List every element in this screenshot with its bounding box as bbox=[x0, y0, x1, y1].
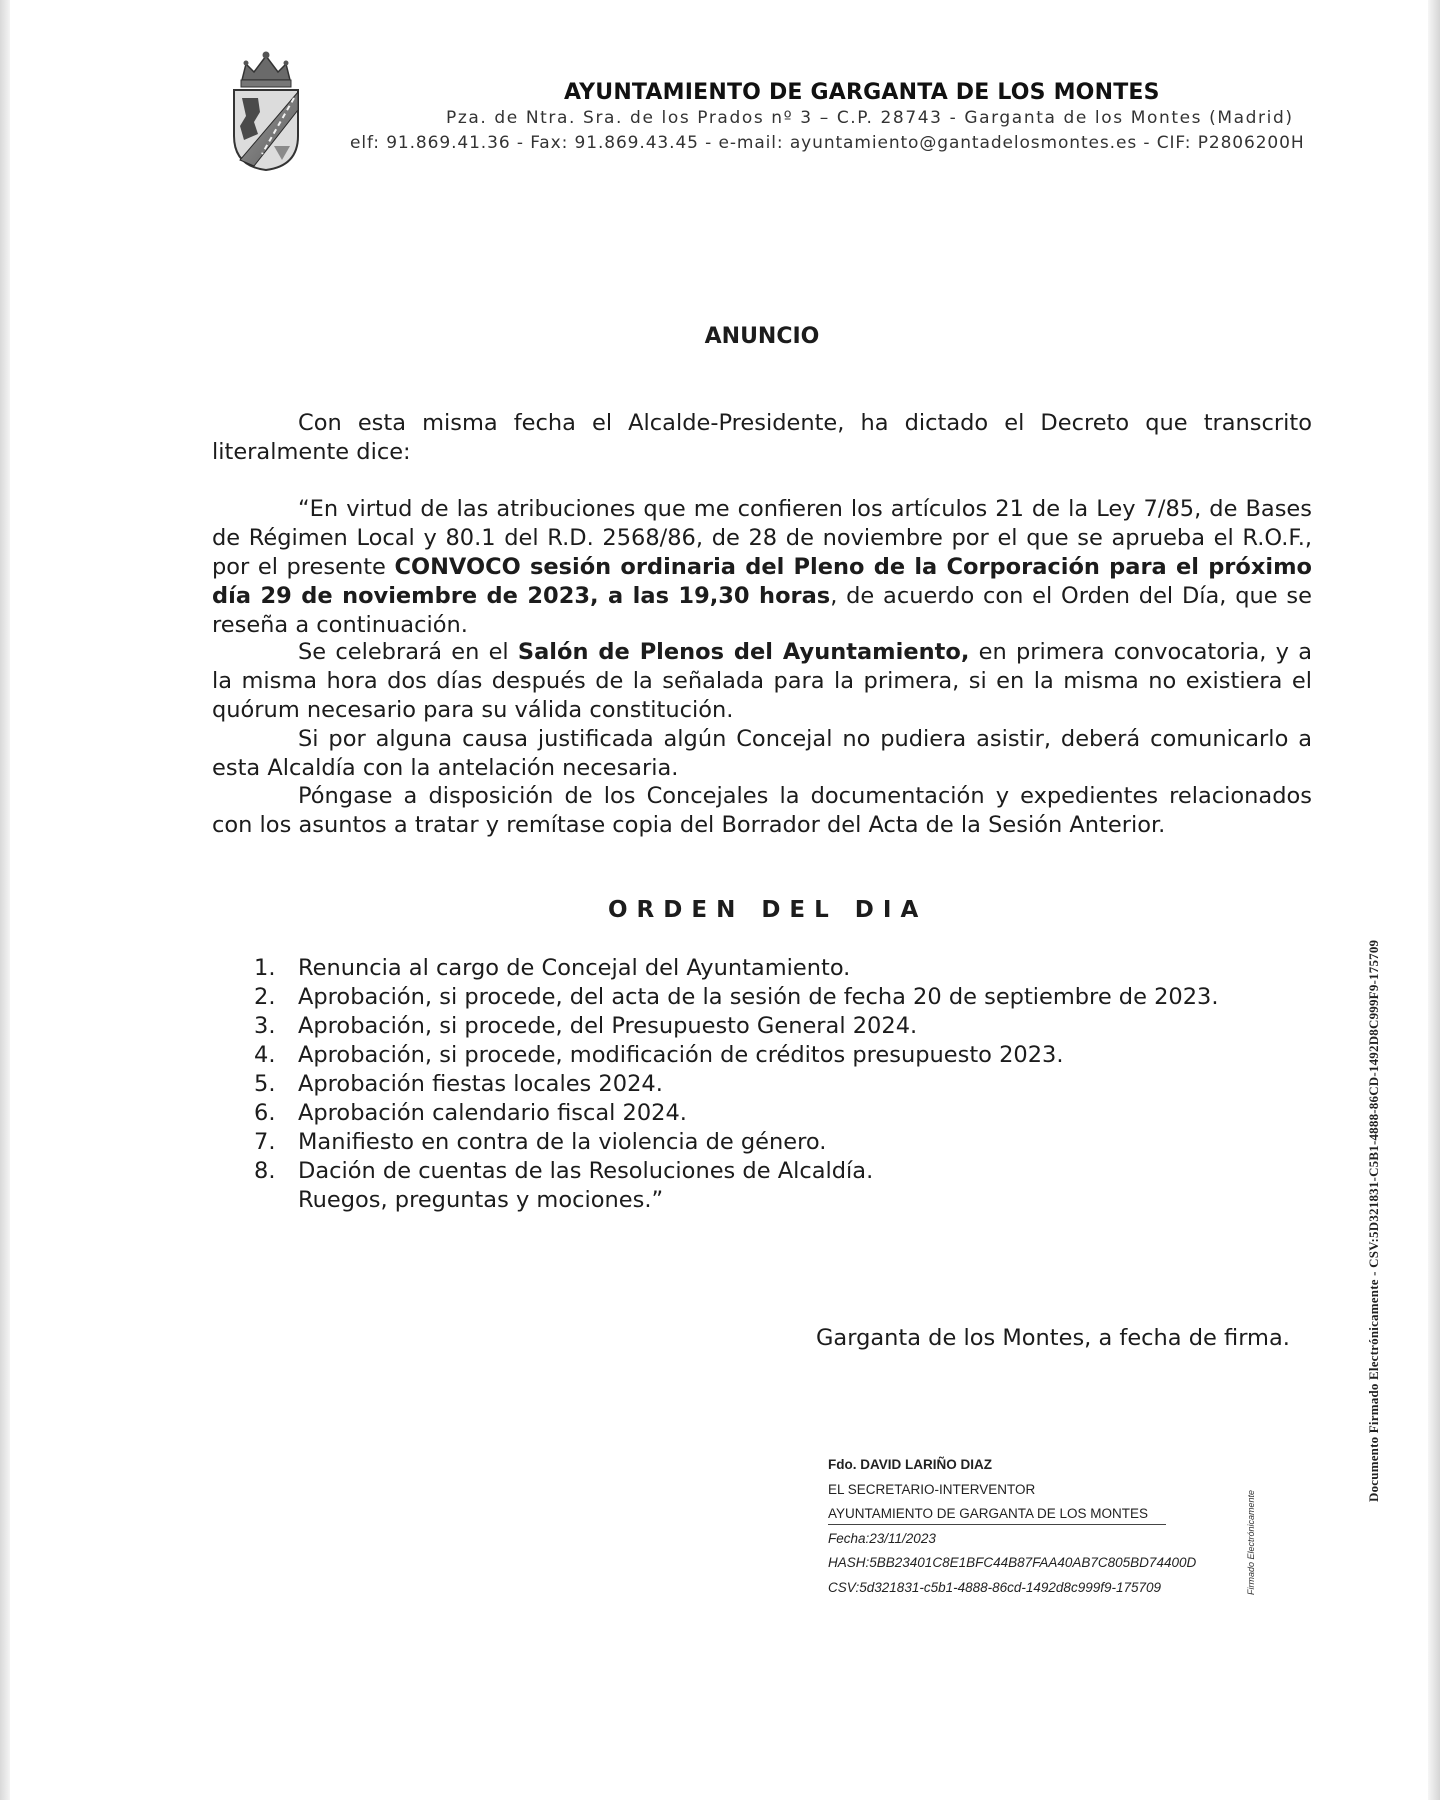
venue-text-a: Se celebrará en el bbox=[298, 639, 518, 665]
agenda-item bbox=[254, 983, 1219, 1012]
agenda-item-text: Renuncia al cargo de Concejal del Ayuntamiento. bbox=[298, 955, 851, 981]
signer-role: EL SECRETARIO-INTERVENTOR bbox=[828, 1481, 1036, 1497]
side-csv-stamp-text: Documento Firmado Electrónicamente - CSV:5D321831-C5B1-4888-86CD-1492D8C999F9-175709 bbox=[1366, 939, 1381, 1502]
agenda-item-number: 1. bbox=[254, 955, 276, 981]
closing-place-date: Garganta de los Montes, a fecha de firma. bbox=[816, 1325, 1290, 1351]
agenda-item-text: Aprobación calendario fiscal 2024. bbox=[298, 1100, 687, 1126]
agenda-item-text: Dación de cuentas de las Resoluciones de Alcaldía. bbox=[298, 1158, 874, 1184]
signature-block bbox=[828, 1453, 1196, 1600]
venue-text-bold: Salón de Plenos del Ayuntamiento, bbox=[517, 639, 970, 665]
signed-electronically-label bbox=[1246, 1469, 1260, 1595]
agenda-item bbox=[254, 1128, 1219, 1157]
agenda-item-text: Aprobación, si procede, del Presupuesto General 2024. bbox=[298, 1013, 918, 1039]
agenda-item-number: 8. bbox=[254, 1158, 276, 1184]
signer-name: Fdo. DAVID LARIÑO DIAZ bbox=[828, 1457, 992, 1472]
documents-paragraph: Póngase a disposición de los Concejales la documentación y expedientes relacionados con los asuntos a tratar y remítase copia del Borrador del Acta de la Sesión Anterior. bbox=[212, 783, 1312, 838]
orden-del-dia-list bbox=[254, 954, 1219, 1215]
coat-of-arms-icon bbox=[228, 50, 304, 172]
agenda-item bbox=[254, 1041, 1219, 1070]
agenda-item-number: 2. bbox=[254, 984, 276, 1010]
agenda-item-text: Manifiesto en contra de la violencia de género. bbox=[298, 1129, 827, 1155]
page-shadow-right bbox=[1428, 0, 1440, 1800]
agenda-item bbox=[254, 1186, 1219, 1215]
agenda-item-number bbox=[254, 1186, 298, 1215]
decree-text-b: , de acuerdo con el Orden del Día, que se reseña a continuación. bbox=[212, 583, 1312, 638]
header-contact: elf: 91.869.41.36 - Fax: 91.869.43.45 - e-mail: ayuntamiento@gantadelosmontes.es - CIF: P2806200H bbox=[350, 133, 1305, 153]
header-title: AYUNTAMIENTO DE GARGANTA DE LOS MONTES bbox=[564, 80, 1160, 105]
agenda-item-number: 5. bbox=[254, 1071, 276, 1097]
orden-del-dia-title: ORDEN DEL DIA bbox=[608, 897, 928, 923]
agenda-item bbox=[254, 1012, 1219, 1041]
agenda-item-text: Aprobación fiestas locales 2024. bbox=[298, 1071, 663, 1097]
signature-csv: CSV:5d321831-c5b1-4888-86cd-1492d8c999f9-175709 bbox=[828, 1579, 1162, 1595]
agenda-item-number: 3. bbox=[254, 1013, 276, 1039]
decree-text-bold: CONVOCO sesión ordinaria del Pleno de la Corporación para el próximo día 29 de noviembre de 2023, a las 19,30 horas bbox=[212, 554, 1312, 609]
signer-organization: AYUNTAMIENTO DE GARGANTA DE LOS MONTES bbox=[828, 1504, 1166, 1525]
anuncio-title: ANUNCIO bbox=[704, 324, 820, 349]
intro-paragraph: Con esta misma fecha el Alcalde-Presidente, ha dictado el Decreto que transcrito literalmente dice: bbox=[212, 410, 1312, 465]
venue-text-b: en primera convocatoria, y a la misma hora dos días después de la señalada para la primera, si en la misma no existiera el quórum necesario para su válida constitución. bbox=[212, 639, 1312, 723]
signed-electronically-text: Firmado Electrónicamente bbox=[1246, 1489, 1256, 1595]
agenda-item-number: 6. bbox=[254, 1100, 276, 1126]
agenda-item-text: Aprobación, si procede, del acta de la sesión de fecha 20 de septiembre de 2023. bbox=[298, 984, 1219, 1010]
decree-paragraph bbox=[212, 495, 1312, 640]
agenda-item bbox=[254, 954, 1219, 983]
venue-paragraph bbox=[212, 638, 1312, 725]
agenda-item bbox=[254, 1070, 1219, 1099]
agenda-item-number: 7. bbox=[254, 1129, 276, 1155]
agenda-item bbox=[254, 1157, 1219, 1186]
signature-hash: HASH:5BB23401C8E1BFC44B87FAA40AB7C805BD74400D bbox=[828, 1555, 1197, 1570]
decree-text-a: “En virtud de las atribuciones que me confieren los artículos 21 de la Ley 7/85, de Bases de Régimen Local y 80.1 del R.D. 2568/86, de 28 de noviembre por el que se aprueba el R.O.F., por el presente bbox=[212, 496, 1312, 580]
signature-date: Fecha:23/11/2023 bbox=[828, 1530, 936, 1546]
agenda-item-text: Aprobación, si procede, modificación de créditos presupuesto 2023. bbox=[298, 1042, 1064, 1068]
header-address: Pza. de Ntra. Sra. de los Prados nº 3 – C.P. 28743 - Garganta de los Montes (Madrid) bbox=[446, 108, 1294, 128]
absence-paragraph: Si por alguna causa justificada algún Concejal no pudiera asistir, deberá comunicarlo a esta Alcaldía con la antelación necesaria. bbox=[212, 726, 1312, 781]
agenda-item-text: Ruegos, preguntas y mociones.” bbox=[298, 1187, 664, 1213]
agenda-item bbox=[254, 1099, 1219, 1128]
page-shadow-left bbox=[0, 0, 10, 1800]
side-csv-stamp bbox=[1366, 802, 1386, 1502]
agenda-item-number: 4. bbox=[254, 1042, 276, 1068]
